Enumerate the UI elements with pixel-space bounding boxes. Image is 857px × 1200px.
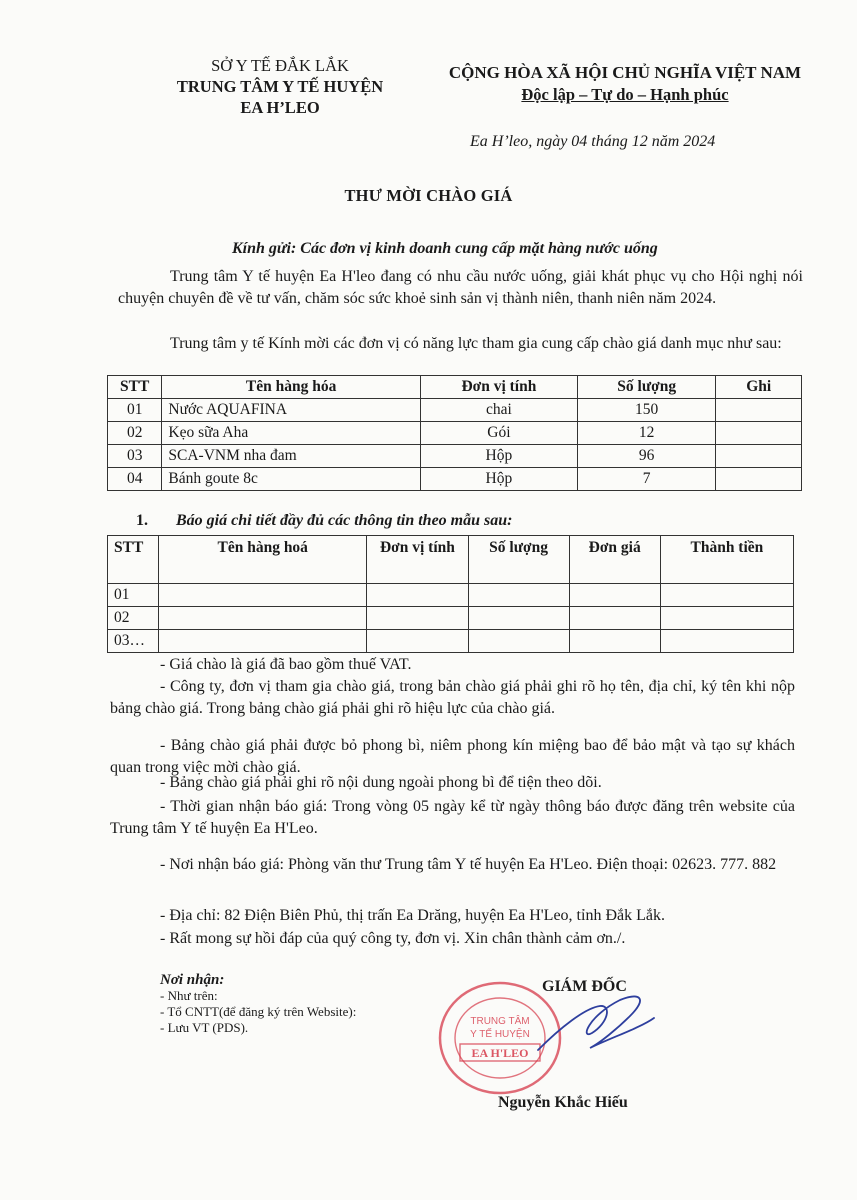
cell-empty: [159, 584, 367, 607]
stamp-text-lower: EA H'LEO: [471, 1046, 529, 1060]
note-closing: - Rất mong sự hồi đáp của quý công ty, đơn vị. Xin chân thành cảm ơn./.: [160, 930, 626, 947]
header-quantity: Số lượng: [468, 536, 569, 584]
intro-paragraph-1: Trung tâm Y tế huyện Ea H'leo đang có nhu cầu nước uống, giải khát phục vụ cho Hội nghị nói chuyện chuyên đề về tư vấn, chăm sóc sức khoẻ sinh sản vị thành niên, thanh niên năm 2024.: [118, 268, 803, 307]
cell-stt: 03…: [108, 630, 159, 653]
cell-empty: [569, 607, 660, 630]
cell-note: [716, 422, 802, 445]
cell-quantity: 150: [577, 399, 716, 422]
cell-quantity: 7: [577, 468, 716, 491]
cell-empty: [660, 584, 793, 607]
cell-quantity: 12: [577, 422, 716, 445]
cell-item-name: Kẹo sữa Aha: [162, 422, 421, 445]
table-row: [108, 422, 802, 445]
table-row: [108, 607, 794, 630]
cell-unit: Hộp: [420, 445, 577, 468]
recipients-heading: Nơi nhận:: [160, 972, 225, 988]
organization-header: [130, 55, 430, 118]
document-title: THƯ MỜI CHÀO GIÁ: [344, 186, 513, 205]
cell-unit: chai: [420, 399, 577, 422]
header-total: Thành tiền: [660, 536, 793, 584]
cell-stt: 01: [108, 584, 159, 607]
section-heading: [136, 512, 512, 530]
cell-empty: [660, 607, 793, 630]
cell-empty: [569, 584, 660, 607]
cell-item-name: SCA-VNM nha đam: [162, 445, 421, 468]
note-address: - Địa chỉ: 82 Điện Biên Phủ, thị trấn Ea Drăng, huyện Ea H'Leo, tỉnh Đắk Lắk.: [160, 907, 665, 924]
cell-note: [716, 468, 802, 491]
recipients-block: [160, 972, 356, 1036]
national-header: [415, 62, 835, 106]
header-stt: STT: [108, 536, 159, 584]
cell-stt: 02: [108, 607, 159, 630]
quote-template-table: [107, 535, 794, 653]
table-header-row: [108, 536, 794, 584]
table-row: [108, 630, 794, 653]
header-note: Ghi: [716, 376, 802, 399]
signer-name: Nguyễn Khắc Hiếu: [498, 1094, 628, 1111]
section-heading-text: Báo giá chi tiết đầy đủ các thông tin theo mẫu sau:: [176, 512, 513, 529]
nation-name: CỘNG HÒA XÃ HỘI CHỦ NGHĨA VIỆT NAM: [448, 63, 802, 82]
cell-note: [716, 445, 802, 468]
cell-empty: [468, 630, 569, 653]
table-row: [108, 584, 794, 607]
cell-empty: [468, 607, 569, 630]
note-deadline: - Thời gian nhận báo giá: Trong vòng 05 ngày kể từ ngày thông báo được đăng trên website của Trung tâm Y tế huyện Ea H'Leo.: [110, 798, 795, 837]
table-row: [108, 445, 802, 468]
organization-name: TRUNG TÂM Y TẾ HUYỆN: [176, 77, 384, 96]
recipient-item: - Lưu VT (PDS).: [160, 1020, 249, 1035]
header-unit: Đơn vị tính: [367, 536, 468, 584]
stamp-text-upper: TRUNG TÂM: [470, 1016, 530, 1027]
handwritten-signature-icon: [530, 988, 660, 1068]
note-envelope: - Bảng chào giá phải được bỏ phong bì, niêm phong kín miệng bao để bảo mật và tạo sự khách quan trong việc mời chào giá.: [110, 737, 795, 776]
section-number: 1.: [136, 512, 148, 529]
cell-empty: [367, 607, 468, 630]
note-outside-envelope: - Bảng chào giá phải ghi rõ nội dung ngoài phong bì để tiện theo dõi.: [160, 774, 602, 791]
table-row: [108, 468, 802, 491]
intro-paragraph-2: Trung tâm y tế Kính mời các đơn vị có năng lực tham gia cung cấp chào giá danh mục như sau:: [170, 335, 782, 352]
cell-empty: [569, 630, 660, 653]
recipient-item: - Như trên:: [160, 988, 218, 1003]
cell-stt: 04: [108, 468, 162, 491]
cell-empty: [468, 584, 569, 607]
cell-empty: [159, 630, 367, 653]
signer-position: GIÁM ĐỐC: [542, 978, 627, 995]
note-vat: - Giá chào là giá đã bao gồm thuế VAT.: [160, 656, 412, 673]
cell-empty: [367, 584, 468, 607]
cell-unit: Gói: [420, 422, 577, 445]
note-company-info: - Công ty, đơn vị tham gia chào giá, trong bản chào giá phải ghi rõ họ tên, địa chỉ, ký tên khi nộp bảng chào giá. Trong bảng chào giá phải ghi rõ hiệu lực của chào giá.: [110, 678, 795, 717]
header-item-name: Tên hàng hóa: [162, 376, 421, 399]
organization-name-district: EA H’LEO: [240, 98, 320, 117]
national-motto: Độc lập – Tự do – Hạnh phúc: [521, 85, 729, 104]
recipient-line: Kính gửi: Các đơn vị kinh doanh cung cấp mặt hàng nước uống: [232, 240, 658, 257]
parent-agency: SỞ Y TẾ ĐẮK LẮK: [211, 56, 349, 75]
items-table: [107, 375, 802, 491]
cell-empty: [367, 630, 468, 653]
cell-item-name: Bánh goute 8c: [162, 468, 421, 491]
header-unit-price: Đơn giá: [569, 536, 660, 584]
document-date: Ea H’leo, ngày 04 tháng 12 năm 2024: [470, 133, 716, 150]
header-unit: Đơn vị tính: [420, 376, 577, 399]
table-header-row: [108, 376, 802, 399]
cell-item-name: Nước AQUAFINA: [162, 399, 421, 422]
header-quantity: Số lượng: [577, 376, 716, 399]
cell-stt: 01: [108, 399, 162, 422]
cell-empty: [159, 607, 367, 630]
note-receiving-place: - Nơi nhận báo giá: Phòng văn thư Trung tâm Y tế huyện Ea H'Leo. Điện thoại: 02623. 777. 882: [160, 856, 777, 873]
header-item-name: Tên hàng hoá: [159, 536, 367, 584]
cell-empty: [660, 630, 793, 653]
cell-stt: 03: [108, 445, 162, 468]
stamp-text-middle: Y TẾ HUYỆN: [470, 1029, 530, 1040]
table-row: [108, 399, 802, 422]
recipient-item: - Tổ CNTT(để đăng ký trên Website):: [160, 1004, 357, 1019]
cell-note: [716, 399, 802, 422]
cell-unit: Hộp: [420, 468, 577, 491]
header-stt: STT: [108, 376, 162, 399]
cell-quantity: 96: [577, 445, 716, 468]
cell-stt: 02: [108, 422, 162, 445]
